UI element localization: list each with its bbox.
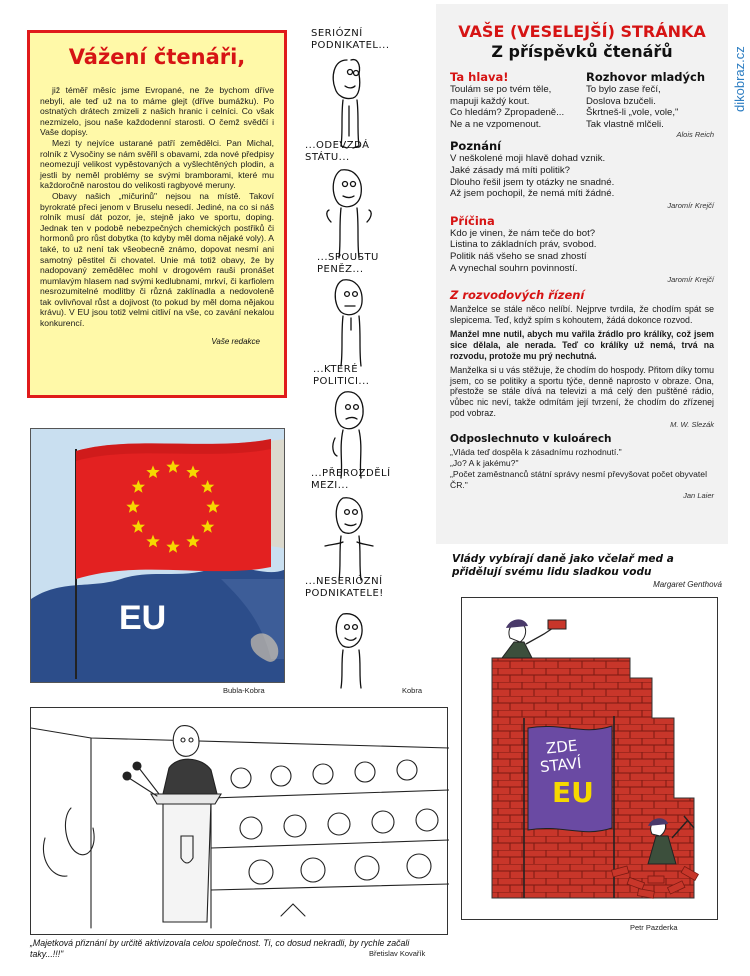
strip-credit: Kobra [402, 686, 423, 695]
poem-line: V neškolené moji hlavě dohad vznik. [450, 153, 606, 165]
poem-ta-hlava [450, 70, 578, 130]
stick-figures-drawing [295, 28, 430, 698]
site-label [730, 4, 750, 116]
flag-credit: Bubla-Kobra [223, 686, 265, 695]
poem-pair [450, 70, 714, 130]
parliament-caption: „Majetková přiznání by určitě aktivizovala celou společnost. Ti, co dosud nekradli, by rychle začali taky...!!!" [30, 938, 410, 959]
poem-line: Škrtneš-li „vole, vole," [586, 107, 679, 119]
lobby-line: „Jo? A k jakému?" [450, 457, 519, 468]
poem-line: Listina to základních práv, svobod. [450, 239, 597, 251]
poem-line: Až jsem pochopil, že nemá míti žádné. [450, 188, 615, 200]
poem-poznani [450, 139, 714, 209]
editor-letter-box [27, 30, 287, 398]
strip-caption: ...PŘEROZDĚLÍ MEZI... [311, 468, 391, 491]
stick-figure-strip [295, 28, 430, 698]
poem-author: Jaromír Krejčí [667, 200, 714, 210]
letter-paragraph: Mezi ty nejvíce ustarané patří zemědělci. Pan Michal, rolník z Vysočiny se nám svěřil s obavami, zda nové předpisy neomezují velikost vypěstovaných a vyšlechtěných plodin, a jestli by neměl problémy se svými bramborami, které mu každoročně narostou do velikosti ragbyové meruny. [40, 137, 274, 191]
brick-wall-cartoon [461, 597, 718, 920]
letter-title: Vážení čtenáři, [68, 45, 246, 69]
poem-pricina [450, 214, 714, 284]
poem-line: Doslova bzučeli. [586, 95, 656, 107]
banner-line: STAVÍ [539, 753, 583, 777]
readers-subtitle: Z příspěvků čtenářů [491, 42, 673, 61]
poem-title: Ta hlava! [450, 70, 509, 84]
letter-body [40, 85, 274, 329]
poem-line: Politik náš všeho se snad zhostí [450, 250, 587, 262]
divorce-story: Manželka si u vás stěžuje, že chodím do hospody. Přitom díky tomu jsem, co se politiky a sportu týče, denně naprosto v obraze. Ona, přestože se stále dívá na televizi a má celý den puštěné rádio, vůbec nic neví, takže odmítám její tvrzení, že chodím do zřízenej pod vobraz. [450, 364, 714, 419]
lobby-title: Odposlechnuto v kuloárech [450, 433, 612, 446]
parliament-drawing [31, 708, 449, 936]
poem-title: Příčina [450, 213, 495, 228]
site-label-text: dikobraz.cz [732, 46, 747, 112]
poem-author: Alois Reich [676, 130, 714, 140]
letter-paragraph: Obavy našich „mičurinů" nejsou na místě. Takoví byrokraté přeci jenom v Bruselu nesedí. Jediné, na co si náš rolník musí dát pozor, je, stejně jako ve sportu, doping. Jednak ten v podobě nebezpečných chemických postřiků či hormonů pro růst dobytka (to kdyby měl doma nějaké voly). A také, to už není tak všeobecně známo, dopovat nesmí ani samotný pěstitel či chovatel. Unie má totiž obavy, že by nadopovaný zemědělec mohl v drogovém rauši pronášet mumlavým hlasem nad svými kedlubnami, mrkví, či karfiolem nesrozumitelné modlitby či různá zaklínadla a nedovoleně tak ovlivňoval růst a dojivost (to pokud by měl doma nějakou krávu). V EU jsou totiž velmi citliví na vše, co zavání nekalou konkurencí. [40, 190, 274, 329]
poem-line: Kdo je vinen, že nám teče do bot? [450, 227, 596, 239]
divorce-section [450, 288, 714, 429]
poem-line: To bylo zase řečí, [586, 84, 661, 95]
eu-flag-label: EU [119, 599, 167, 637]
parliament-credit: Břetislav Kovařík [369, 949, 426, 958]
lobby-line: „Počet zaměstnanců státní správy nesmí převyšovat počet obyvatel ČR." [450, 468, 707, 490]
wall-credit: Petr Pazderka [630, 923, 678, 932]
divorce-author: M. W. Slezák [670, 420, 714, 430]
poem-line: mapuji každý kout. [450, 95, 530, 107]
strip-caption: ...SPOUSTU PENĚZ... [317, 252, 379, 275]
poem-line: Tak vlastně mlčeli. [586, 118, 664, 130]
readers-title: VAŠE (VESELEJŠÍ) STRÁNKA [458, 22, 706, 41]
eu-map-drawing [31, 429, 285, 683]
readers-column [436, 4, 728, 544]
poem-rozhovor [586, 70, 714, 130]
poem-line: Toulám se po tvém těle, [450, 84, 552, 95]
divorce-story: Manželce se stále něco nelíbí. Nejprve tvrdila, že chodím spát se slepicema. Teď, když spím s kohoutem, žádá dokonce rozvod. [450, 304, 714, 326]
letter-paragraph: již téměř měsíc jsme Evropané, ne že bychom dříve nebyli, ale teď už na to máme glejt (dříve bumážku). Po ostnatých drátech zmizeli z našich hranic i celníci. Co však nezmizelo, jsou naše každodenní starosti. O čemž svědčí i Vaše dopisy. [40, 85, 274, 138]
poem-title: Rozhovor mladých [586, 70, 706, 84]
eu-flag-image [30, 428, 285, 683]
poem-line: Jaké zásady má míti politik? [450, 164, 570, 176]
banner-eu: EU [552, 776, 594, 809]
poem-line: Co hledám? Zpropadeně... [450, 107, 565, 119]
tax-quote [452, 553, 722, 589]
poem-title: Poznání [450, 139, 502, 154]
strip-caption: SERIÓZNÍ PODNIKATEL... [311, 28, 390, 51]
poem-line: Ne a ne vzpomenout. [450, 118, 542, 130]
strip-caption: ...ODEVZDÁ STÁTU... [305, 140, 370, 163]
poem-line: Dlouho řešil jsem ty otázky ne snadné. [450, 176, 615, 188]
letter-signature: Vaše redakce [211, 336, 260, 346]
banner-line: ZDE [545, 736, 579, 758]
strip-caption: ...NESERIÓZNÍ PODNIKATELE! [305, 576, 384, 599]
lobby-section [450, 433, 714, 500]
poem-line: A vynechal souhrn povinností. [450, 262, 578, 274]
tax-quote-author: Margaret Genthová [653, 580, 722, 589]
lobby-line: „Vláda teď dospěla k zásadnímu rozhodnutí." [450, 447, 622, 458]
parliament-cartoon [30, 707, 448, 935]
tax-quote-text: Vlády vybírají daně jako včelař med a přidělují svému lidu sladkou vodu [452, 553, 674, 578]
strip-caption: ...KTERÉ POLITICI... [313, 364, 370, 387]
lobby-author: Jan Laier [683, 491, 714, 501]
divorce-story: Manžel mne nutil, abych mu vařila žrádlo pro králíky, což jsem sice dělala, ale nerada. Teď co králíky už nemá, trvá na rozvodu, protože mu prý nechutná. [450, 328, 714, 361]
divorce-title: Z rozvodových řízení [450, 288, 585, 303]
brick-wall-drawing [462, 598, 718, 920]
poem-author: Jaromír Krejčí [667, 275, 714, 285]
